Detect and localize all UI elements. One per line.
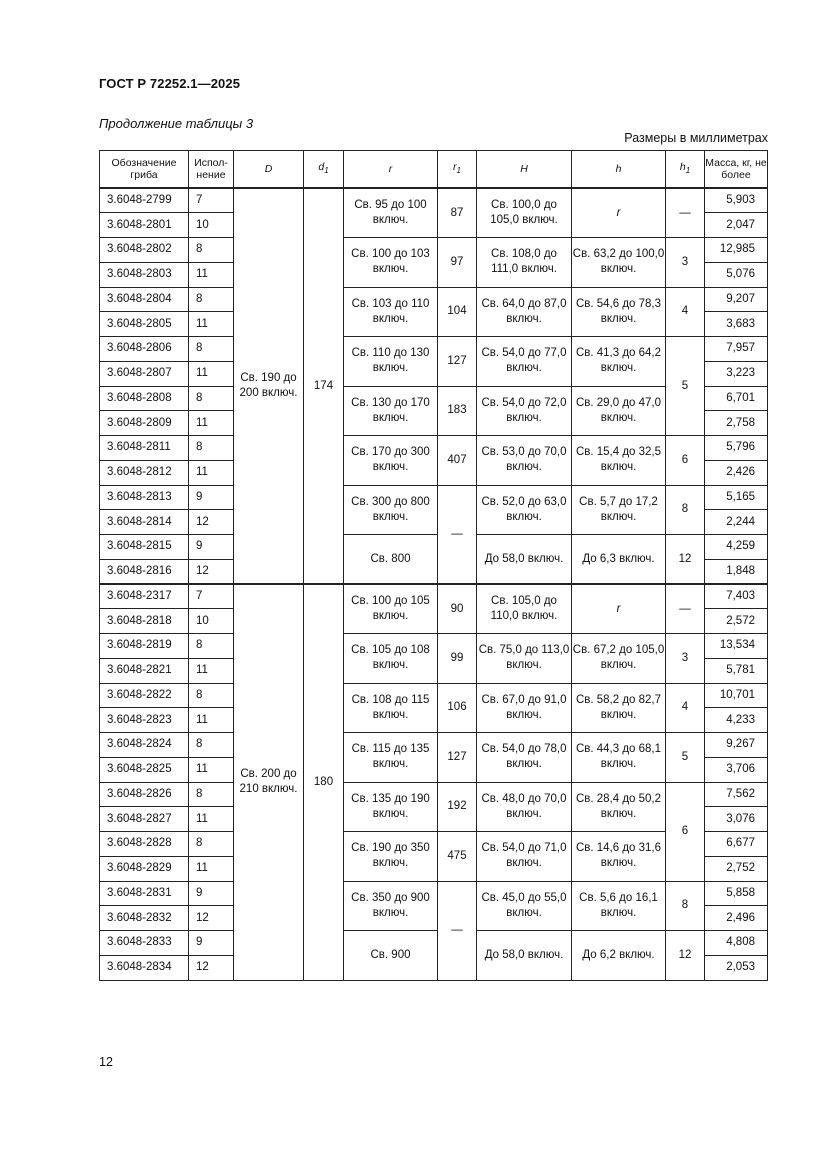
table-row <box>100 287 768 312</box>
cell-designation: 3.6048-2827 <box>100 807 189 832</box>
cell-D: Св. 200 до 210 включ. <box>234 584 304 980</box>
cell-H: Св. 45,0 до 55,0 включ. <box>477 881 572 931</box>
cell-r1: 87 <box>438 188 477 238</box>
cell-mass: 3,223 <box>705 361 768 386</box>
cell-r1: 192 <box>438 782 477 832</box>
cell-designation: 3.6048-2832 <box>100 906 189 931</box>
cell-H: Св. 48,0 до 70,0 включ. <box>477 782 572 832</box>
cell-designation: 3.6048-2819 <box>100 634 189 659</box>
cell-h: До 6,2 включ. <box>572 931 666 981</box>
cell-mass: 2,758 <box>705 411 768 436</box>
cell-H: Св. 75,0 до 113,0 включ. <box>477 634 572 684</box>
col-header-H: H <box>477 151 572 189</box>
cell-version: 11 <box>189 658 234 683</box>
cell-H: Св. 105,0 до 110,0 включ. <box>477 584 572 634</box>
cell-h: Св. 28,4 до 50,2 включ. <box>572 782 666 832</box>
cell-h1: 6 <box>666 436 705 486</box>
cell-version: 11 <box>189 708 234 733</box>
cell-h: Св. 44,3 до 68,1 включ. <box>572 733 666 783</box>
cell-mass: 5,076 <box>705 262 768 287</box>
col-header-h: h <box>572 151 666 189</box>
table-row <box>100 634 768 659</box>
cell-designation: 3.6048-2816 <box>100 559 189 584</box>
cell-H: Св. 64,0 до 87,0 включ. <box>477 287 572 337</box>
cell-r1: 407 <box>438 436 477 486</box>
cell-h1: 5 <box>666 337 705 436</box>
cell-r: Св. 900 <box>344 931 438 981</box>
cell-designation: 3.6048-2802 <box>100 238 189 263</box>
cell-version: 8 <box>189 832 234 857</box>
table-continuation-caption: Продолжение таблицы 3 <box>99 116 254 131</box>
cell-h: Св. 41,3 до 64,2 включ. <box>572 337 666 387</box>
cell-designation: 3.6048-2317 <box>100 584 189 609</box>
col-header-h1: $h_1$ <box>666 151 705 189</box>
cell-h1: 12 <box>666 535 705 585</box>
cell-r: Св. 190 до 350 включ. <box>344 832 438 882</box>
table-row <box>100 881 768 906</box>
col-header-D: D <box>234 151 304 189</box>
cell-r1: — <box>438 881 477 980</box>
cell-version: 8 <box>189 733 234 758</box>
cell-h: Св. 29,0 до 47,0 включ. <box>572 386 666 436</box>
cell-r1: 475 <box>438 832 477 882</box>
cell-mass: 9,207 <box>705 287 768 312</box>
cell-h1: 4 <box>666 683 705 733</box>
cell-r: Св. 110 до 130 включ. <box>344 337 438 387</box>
cell-r1: 106 <box>438 683 477 733</box>
cell-designation: 3.6048-2822 <box>100 683 189 708</box>
table-row <box>100 683 768 708</box>
cell-H: Св. 53,0 до 70,0 включ. <box>477 436 572 486</box>
cell-h: r <box>572 584 666 634</box>
cell-version: 10 <box>189 609 234 634</box>
cell-h: Св. 5,7 до 17,2 включ. <box>572 485 666 535</box>
cell-version: 11 <box>189 807 234 832</box>
cell-mass: 2,053 <box>705 955 768 980</box>
cell-designation: 3.6048-2825 <box>100 757 189 782</box>
cell-version: 8 <box>189 436 234 461</box>
cell-r: Св. 170 до 300 включ. <box>344 436 438 486</box>
cell-r: Св. 100 до 105 включ. <box>344 584 438 634</box>
cell-version: 10 <box>189 213 234 238</box>
cell-H: До 58,0 включ. <box>477 535 572 585</box>
cell-mass: 5,903 <box>705 188 768 213</box>
mushroom-dimensions-table <box>99 150 768 981</box>
cell-mass: 5,781 <box>705 658 768 683</box>
cell-h1: 3 <box>666 634 705 684</box>
cell-H: Св. 108,0 до 111,0 включ. <box>477 238 572 288</box>
cell-version: 11 <box>189 262 234 287</box>
cell-designation: 3.6048-2818 <box>100 609 189 634</box>
table-row <box>100 188 768 213</box>
cell-d1: 180 <box>304 584 344 980</box>
cell-designation: 3.6048-2813 <box>100 485 189 510</box>
cell-H: Св. 54,0 до 72,0 включ. <box>477 386 572 436</box>
cell-designation: 3.6048-2833 <box>100 931 189 956</box>
cell-designation: 3.6048-2799 <box>100 188 189 213</box>
cell-h: До 6,3 включ. <box>572 535 666 585</box>
cell-version: 9 <box>189 931 234 956</box>
table-row <box>100 485 768 510</box>
cell-mass: 2,244 <box>705 510 768 535</box>
cell-mass: 5,796 <box>705 436 768 461</box>
table-row <box>100 238 768 263</box>
cell-mass: 2,047 <box>705 213 768 238</box>
cell-version: 9 <box>189 881 234 906</box>
cell-mass: 2,496 <box>705 906 768 931</box>
table-body <box>100 188 768 980</box>
cell-designation: 3.6048-2826 <box>100 782 189 807</box>
cell-version: 9 <box>189 535 234 560</box>
cell-version: 8 <box>189 782 234 807</box>
cell-h: Св. 15,4 до 32,5 включ. <box>572 436 666 486</box>
cell-version: 12 <box>189 559 234 584</box>
cell-version: 11 <box>189 856 234 881</box>
cell-h: Св. 54,6 до 78,3 включ. <box>572 287 666 337</box>
table-row <box>100 436 768 461</box>
cell-mass: 10,701 <box>705 683 768 708</box>
cell-designation: 3.6048-2805 <box>100 312 189 337</box>
table-row <box>100 733 768 758</box>
cell-h1: — <box>666 188 705 238</box>
cell-h1: 5 <box>666 733 705 783</box>
cell-r: Св. 95 до 100 включ. <box>344 188 438 238</box>
cell-mass: 7,957 <box>705 337 768 362</box>
cell-h1: 6 <box>666 782 705 881</box>
cell-mass: 4,808 <box>705 931 768 956</box>
cell-r1: 99 <box>438 634 477 684</box>
table-row <box>100 337 768 362</box>
col-header-designation: Обозначение гриба <box>100 151 189 189</box>
cell-version: 11 <box>189 361 234 386</box>
cell-version: 9 <box>189 485 234 510</box>
cell-version: 11 <box>189 757 234 782</box>
cell-H: Св. 54,0 до 77,0 включ. <box>477 337 572 387</box>
cell-designation: 3.6048-2812 <box>100 460 189 485</box>
cell-r1: 127 <box>438 337 477 387</box>
col-header-version: Испол-нение <box>189 151 234 189</box>
cell-version: 8 <box>189 238 234 263</box>
cell-designation: 3.6048-2803 <box>100 262 189 287</box>
cell-r: Св. 350 до 900 включ. <box>344 881 438 931</box>
cell-version: 11 <box>189 460 234 485</box>
cell-designation: 3.6048-2811 <box>100 436 189 461</box>
cell-h1: 8 <box>666 881 705 931</box>
cell-version: 11 <box>189 411 234 436</box>
cell-h1: 12 <box>666 931 705 981</box>
table-header-row <box>100 151 768 189</box>
cell-mass: 9,267 <box>705 733 768 758</box>
col-header-r: r <box>344 151 438 189</box>
cell-h: Св. 58,2 до 82,7 включ. <box>572 683 666 733</box>
cell-mass: 3,706 <box>705 757 768 782</box>
cell-designation: 3.6048-2821 <box>100 658 189 683</box>
cell-mass: 3,076 <box>705 807 768 832</box>
units-note: Размеры в миллиметрах <box>624 131 768 145</box>
cell-h: Св. 63,2 до 100,0 включ. <box>572 238 666 288</box>
cell-h1: — <box>666 584 705 634</box>
cell-designation: 3.6048-2823 <box>100 708 189 733</box>
cell-mass: 2,572 <box>705 609 768 634</box>
cell-r: Св. 105 до 108 включ. <box>344 634 438 684</box>
cell-mass: 6,701 <box>705 386 768 411</box>
cell-designation: 3.6048-2824 <box>100 733 189 758</box>
cell-mass: 6,677 <box>705 832 768 857</box>
col-header-d1: $d_1$ <box>304 151 344 189</box>
cell-version: 11 <box>189 312 234 337</box>
document-standard-title: ГОСТ Р 72252.1—2025 <box>99 76 241 91</box>
cell-r1: 90 <box>438 584 477 634</box>
cell-version: 8 <box>189 683 234 708</box>
cell-version: 8 <box>189 386 234 411</box>
cell-mass: 4,259 <box>705 535 768 560</box>
cell-designation: 3.6048-2828 <box>100 832 189 857</box>
cell-designation: 3.6048-2806 <box>100 337 189 362</box>
cell-D: Св. 190 до 200 включ. <box>234 188 304 584</box>
cell-h1: 3 <box>666 238 705 288</box>
table-row <box>100 782 768 807</box>
cell-version: 8 <box>189 287 234 312</box>
cell-h1: 4 <box>666 287 705 337</box>
cell-mass: 1,848 <box>705 559 768 584</box>
cell-designation: 3.6048-2834 <box>100 955 189 980</box>
cell-r: Св. 100 до 103 включ. <box>344 238 438 288</box>
cell-mass: 5,165 <box>705 485 768 510</box>
table-row <box>100 535 768 560</box>
cell-r: Св. 800 <box>344 535 438 585</box>
cell-r: Св. 135 до 190 включ. <box>344 782 438 832</box>
cell-designation: 3.6048-2801 <box>100 213 189 238</box>
cell-version: 12 <box>189 955 234 980</box>
cell-H: Св. 52,0 до 63,0 включ. <box>477 485 572 535</box>
cell-r1: 127 <box>438 733 477 783</box>
cell-H: До 58,0 включ. <box>477 931 572 981</box>
cell-h1: 8 <box>666 485 705 535</box>
cell-H: Св. 67,0 до 91,0 включ. <box>477 683 572 733</box>
cell-designation: 3.6048-2804 <box>100 287 189 312</box>
cell-r: Св. 300 до 800 включ. <box>344 485 438 535</box>
cell-h: Св. 14,6 до 31,6 включ. <box>572 832 666 882</box>
cell-version: 8 <box>189 634 234 659</box>
cell-version: 12 <box>189 906 234 931</box>
cell-r1: 97 <box>438 238 477 288</box>
cell-d1: 174 <box>304 188 344 584</box>
cell-H: Св. 54,0 до 71,0 включ. <box>477 832 572 882</box>
cell-designation: 3.6048-2809 <box>100 411 189 436</box>
cell-designation: 3.6048-2815 <box>100 535 189 560</box>
cell-designation: 3.6048-2808 <box>100 386 189 411</box>
cell-r1: — <box>438 485 477 584</box>
cell-mass: 3,683 <box>705 312 768 337</box>
table-row <box>100 931 768 956</box>
cell-designation: 3.6048-2807 <box>100 361 189 386</box>
cell-mass: 7,562 <box>705 782 768 807</box>
col-header-r1: $r_1$ <box>438 151 477 189</box>
cell-mass: 5,858 <box>705 881 768 906</box>
cell-h: r <box>572 188 666 238</box>
cell-designation: 3.6048-2814 <box>100 510 189 535</box>
cell-r: Св. 103 до 110 включ. <box>344 287 438 337</box>
cell-mass: 13,534 <box>705 634 768 659</box>
cell-version: 8 <box>189 337 234 362</box>
cell-designation: 3.6048-2829 <box>100 856 189 881</box>
table-row <box>100 584 768 609</box>
cell-version: 12 <box>189 510 234 535</box>
cell-H: Св. 100,0 до 105,0 включ. <box>477 188 572 238</box>
cell-mass: 2,752 <box>705 856 768 881</box>
cell-designation: 3.6048-2831 <box>100 881 189 906</box>
cell-H: Св. 54,0 до 78,0 включ. <box>477 733 572 783</box>
cell-r1: 183 <box>438 386 477 436</box>
cell-r: Св. 108 до 115 включ. <box>344 683 438 733</box>
cell-version: 7 <box>189 188 234 213</box>
cell-r1: 104 <box>438 287 477 337</box>
col-header-mass: Масса, кг, не более <box>705 151 768 189</box>
cell-version: 7 <box>189 584 234 609</box>
cell-r: Св. 115 до 135 включ. <box>344 733 438 783</box>
cell-mass: 2,426 <box>705 460 768 485</box>
cell-mass: 7,403 <box>705 584 768 609</box>
cell-r: Св. 130 до 170 включ. <box>344 386 438 436</box>
cell-mass: 4,233 <box>705 708 768 733</box>
cell-h: Св. 67,2 до 105,0 включ. <box>572 634 666 684</box>
page-number: 12 <box>99 1055 113 1069</box>
cell-h: Св. 5,6 до 16,1 включ. <box>572 881 666 931</box>
cell-mass: 12,985 <box>705 238 768 263</box>
